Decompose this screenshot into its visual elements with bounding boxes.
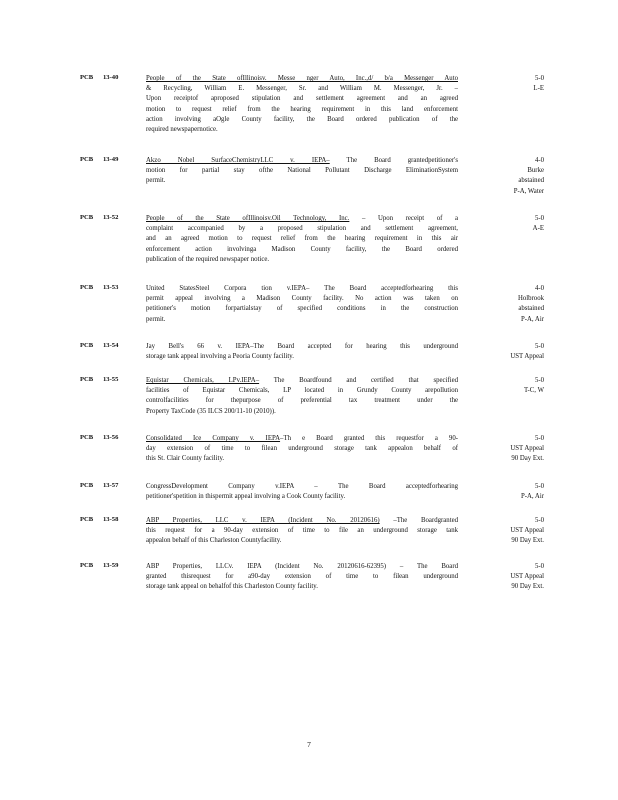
title-rest: The Boardfound and certified that specified <box>259 377 458 384</box>
desc-line: storage tank appeal involving a Peoria County facility. <box>146 353 294 361</box>
vote-column <box>470 214 544 234</box>
desc-line: required newspapernotice. <box>146 126 218 134</box>
case-description <box>146 342 458 362</box>
case-title: United StatesSteel Corpora tion v.IEPA– The Board acceptedforhearing this <box>146 285 458 292</box>
vote-line: T-C, W <box>523 387 544 395</box>
desc-line: permit appeal involving a Madison County facility. No action was taken on <box>146 295 458 303</box>
case-title: CongressDevelopment Company v.IEPA – The Board acceptedforhearing <box>146 483 458 490</box>
vote-column <box>470 376 544 396</box>
desc-line <box>146 434 458 444</box>
case-number: 13-55 <box>103 376 119 383</box>
vote-line: 5-0 <box>534 377 544 384</box>
vote-line: P-A, Water <box>513 187 544 195</box>
vote-line: Holbrook <box>517 295 544 303</box>
vote-column <box>470 342 544 362</box>
case-number: 13-59 <box>103 562 119 569</box>
desc-line: facilities of Equistar Chemicals, LP located in Grundy County arepollution <box>146 387 458 395</box>
title-rest: – Upon receipt of a <box>349 215 458 222</box>
case-prefix: PCB <box>80 342 94 349</box>
case-number: 13-53 <box>103 284 119 291</box>
case-description <box>146 562 458 593</box>
case-number: 13-49 <box>103 156 119 163</box>
case-title: Jay Bell's 66 v. IEPA–The Board accepted for hearing this underground <box>146 343 458 350</box>
case-title[interactable]: People of the State ofIllinoisv. Messe nger Auto, Inc.,d/ b/a Messenger Auto <box>146 75 458 82</box>
vote-line: 5-0 <box>534 435 544 442</box>
vote-line: 90 Day Ext. <box>511 583 544 591</box>
vote-column <box>470 156 544 197</box>
desc-line: enforcement action involvinga Madison County facility, the Board ordered <box>146 245 458 253</box>
vote-line: abstained <box>518 305 544 313</box>
desc-line: petitioner's motion forpartialstay of specified conditions in the construction <box>146 305 458 313</box>
case-description <box>146 284 458 325</box>
title-rest: The Board grantedpetitioner's <box>329 157 458 164</box>
desc-line: storage tank appeal on behalfof this Charleston County facility. <box>146 583 318 591</box>
desc-line: petitioner'spetition in thispermit appeal involving a Cook County facility. <box>146 493 346 501</box>
case-title[interactable]: Akzo Nobel SurfaceChemistryLLC v. IEPA– <box>146 157 330 164</box>
case-prefix: PCB <box>80 156 94 163</box>
desc-line: Upon receiptof aproposed stipulation and settlement agreement and an agreed <box>146 95 458 103</box>
vote-line: UST Appeal <box>510 353 544 361</box>
desc-line <box>146 156 458 166</box>
vote-line: 5-0 <box>534 483 544 490</box>
desc-line <box>146 376 458 386</box>
desc-line: publication of the required newspaper notice. <box>146 255 270 263</box>
vote-line: Burke <box>527 167 544 175</box>
vote-column <box>470 516 544 547</box>
vote-line: 5-0 <box>534 75 544 82</box>
vote-column <box>470 434 544 465</box>
vote-line: 5-0 <box>534 563 544 570</box>
case-prefix: PCB <box>80 516 94 523</box>
case-prefix: PCB <box>80 214 94 221</box>
vote-line: 90 Day Ext. <box>511 537 544 545</box>
desc-line <box>146 516 458 526</box>
desc-line: action involving aOgle County facility, the Board ordered publication of the <box>146 115 458 123</box>
case-number: 13-57 <box>103 482 119 489</box>
vote-line: 5-0 <box>534 343 544 350</box>
vote-column <box>470 74 544 94</box>
vote-column <box>470 284 544 325</box>
desc-line: day extension of time to filean underground storage tank appealon behalf of <box>146 445 458 453</box>
vote-line: UST Appeal <box>510 445 544 453</box>
vote-line: 4-0 <box>534 285 544 292</box>
vote-line: 4-0 <box>534 157 544 164</box>
desc-line <box>146 214 458 224</box>
vote-line: L-E <box>533 85 544 93</box>
case-title[interactable]: People of the State ofIllinoisv.Oil Technology, Inc. <box>146 215 350 222</box>
title-rest: –The Boardgranted <box>379 517 458 524</box>
case-number: 13-56 <box>103 434 119 441</box>
case-description <box>146 376 458 417</box>
vote-line: P-A, Air <box>520 493 544 501</box>
desc-line: granted thisrequest for a90-day extension of time to filean underground <box>146 573 458 581</box>
case-prefix: PCB <box>80 376 94 383</box>
vote-line: UST Appeal <box>510 573 544 581</box>
case-description <box>146 482 458 502</box>
case-description <box>146 434 458 465</box>
case-number: 13-58 <box>103 516 119 523</box>
case-prefix: PCB <box>80 562 94 569</box>
case-prefix: PCB <box>80 74 94 81</box>
desc-line: Property TaxCode (35 ILCS 200/11-10 (2010)). <box>146 407 276 415</box>
case-description <box>146 156 458 187</box>
desc-line: & Recycling, William E. Messenger, Sr. and William M. Messenger, Jr. – <box>146 85 458 93</box>
desc-line: this request for a 90-day extension of time to file an underground storage tank <box>146 527 458 535</box>
case-title[interactable]: Equistar Chemicals, LPv.IEPA– <box>146 377 260 384</box>
case-description <box>146 74 458 135</box>
desc-line: and an agreed motion to request relief from the hearing requirement in this air <box>146 235 458 243</box>
desc-line: controlfacilities for thepurpose of preferential tax treatment under the <box>146 397 458 405</box>
desc-line: motion for partial stay ofthe National Pollutant Discharge EliminationSystem <box>146 167 458 175</box>
case-description <box>146 516 458 547</box>
vote-line: abstained <box>518 177 544 185</box>
desc-line: motion to request relief from the hearing requirement in this land enforcement <box>146 105 458 113</box>
case-title[interactable]: Consolidated Ice Company v. IEPA <box>146 435 281 442</box>
case-title: ABP Properties, LLCv. IEPA (Incident No. 20120616-62395) – The Board <box>146 563 458 570</box>
vote-line: A-E <box>532 225 544 233</box>
case-prefix: PCB <box>80 482 94 489</box>
vote-column <box>470 482 544 502</box>
vote-line: 5-0 <box>534 215 544 222</box>
vote-line: 5-0 <box>534 517 544 524</box>
desc-line: permit. <box>146 177 166 185</box>
vote-line: UST Appeal <box>510 527 544 535</box>
case-prefix: PCB <box>80 284 94 291</box>
vote-column <box>470 562 544 593</box>
page-number: 7 <box>307 740 311 749</box>
case-number: 13-52 <box>103 214 119 221</box>
case-title[interactable]: ABP Properties, LLC v. IEPA (Incident No. 20120616) <box>146 517 380 524</box>
case-number: 13-40 <box>103 74 119 81</box>
case-number: 13-54 <box>103 342 119 349</box>
title-rest: –Th e Board granted this requestfor a 90- <box>280 435 458 442</box>
desc-line: complaint accompanied by a proposed stipulation and settlement agreement, <box>146 225 458 233</box>
case-description <box>146 214 458 265</box>
desc-line: this St. Clair County facility. <box>146 455 225 463</box>
vote-line: P-A, Air <box>520 315 544 323</box>
desc-line: permit. <box>146 315 166 323</box>
case-prefix: PCB <box>80 434 94 441</box>
vote-line: 90 Day Ext. <box>511 455 544 463</box>
desc-line: appealon behalf of this Charleston Countyfacility. <box>146 537 282 545</box>
